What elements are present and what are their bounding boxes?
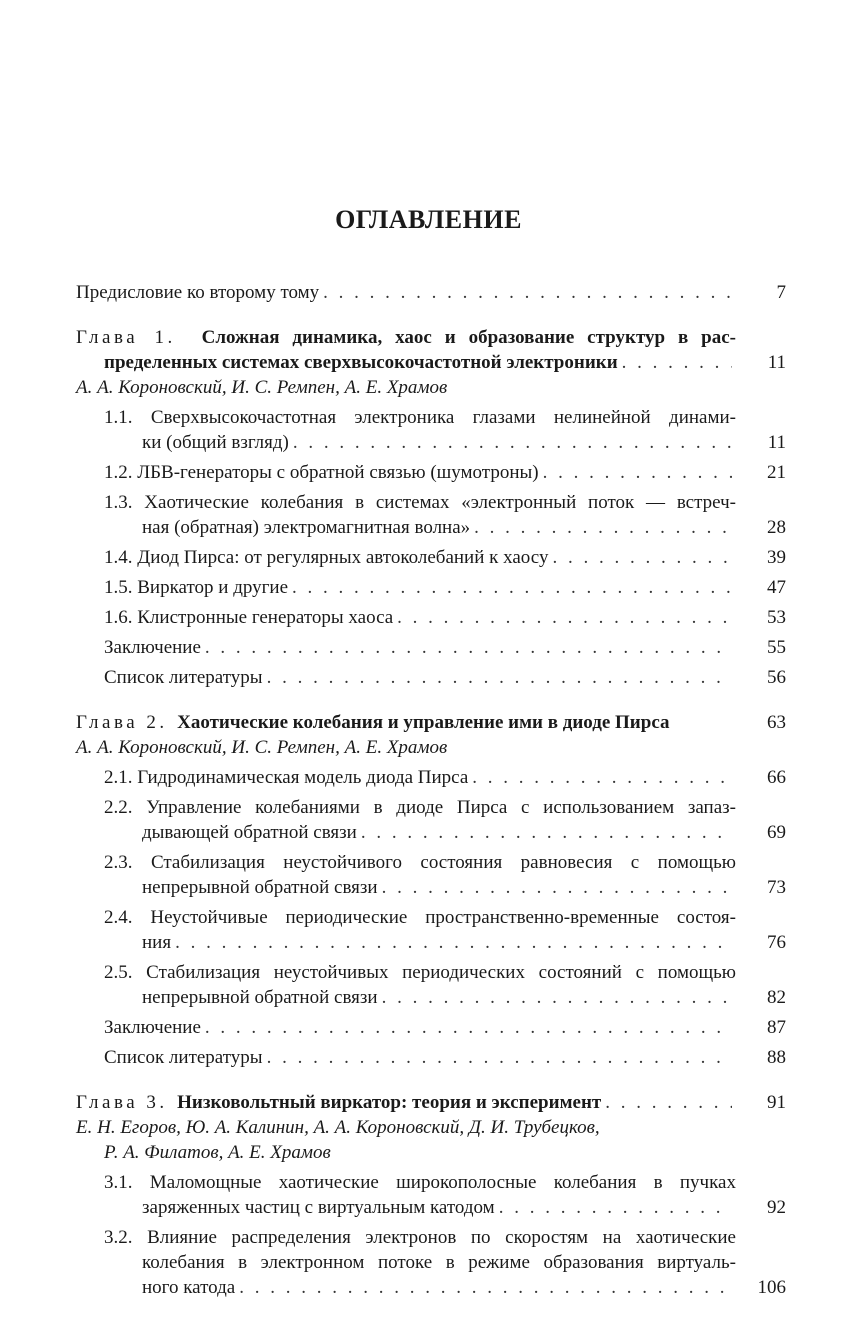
page-number: 91 <box>767 1092 786 1113</box>
chapter-label: Глава 3. <box>76 1092 168 1113</box>
page-number: 53 <box>767 607 786 628</box>
authors-line1: Е. Н. Егоров, Ю. А. Калинин, А. А. Короновский, Д. И. Трубецков, <box>76 1117 600 1138</box>
entry-text: Список литературы <box>104 1047 263 1068</box>
chapter-title-line1: Хаотические колебания и управление ими в диоде Пирса <box>177 712 670 733</box>
dot-leader <box>397 605 732 630</box>
section-line2: ки (общий взгляд) <box>142 432 289 453</box>
toc-section-2-1[interactable] <box>76 765 786 790</box>
page-number: 92 <box>767 1197 786 1218</box>
chapter-authors: А. А. Короновский, И. С. Ремпен, А. Е. Храмов <box>76 377 448 398</box>
section-line1: 1.1. Сверхвысокочастотная электроника глазами нелинейной динами- <box>104 407 736 428</box>
section-line1: 2.1. Гидродинамическая модель диода Пирса <box>104 767 469 788</box>
page-number: 66 <box>767 767 786 788</box>
dot-leader <box>205 1015 732 1040</box>
page-number: 7 <box>776 282 786 303</box>
dot-leader <box>239 1275 732 1300</box>
section-line2: ная (обратная) электромагнитная волна» <box>142 517 471 538</box>
dot-leader <box>267 1045 732 1070</box>
entry-text: Список литературы <box>104 667 263 688</box>
section-line1: 2.3. Стабилизация неустойчивого состояния равновесия с помощью <box>104 852 736 873</box>
toc-chapter-1[interactable] <box>76 325 786 375</box>
toc-section-3-1[interactable] <box>76 1170 786 1220</box>
page-number: 63 <box>767 712 786 733</box>
page-number: 11 <box>767 432 786 453</box>
dot-leader <box>267 665 732 690</box>
toc-section-1-3[interactable] <box>76 490 786 540</box>
page-number: 47 <box>767 577 786 598</box>
page-number: 82 <box>767 987 786 1008</box>
toc-section-2-2[interactable] <box>76 795 786 845</box>
page-number: 21 <box>767 462 786 483</box>
section-line1: 1.2. ЛБВ-генераторы с обратной связью (шумотроны) <box>104 462 539 483</box>
chapter-label: Глава 2. <box>76 712 168 733</box>
toc-section-1-2[interactable] <box>76 460 786 485</box>
toc-references-2[interactable] <box>76 1045 786 1070</box>
section-line3: ного катода <box>142 1277 236 1298</box>
toc-section-2-4[interactable] <box>76 905 786 955</box>
section-line2: дывающей обратной связи <box>142 822 357 843</box>
dot-leader <box>382 985 732 1010</box>
toc-section-1-6[interactable] <box>76 605 786 630</box>
page-number: 39 <box>767 547 786 568</box>
dot-leader <box>175 930 732 955</box>
toc-conclusion-1[interactable] <box>76 635 786 660</box>
dot-leader <box>543 460 732 485</box>
dot-leader <box>382 875 732 900</box>
toc-conclusion-2[interactable] <box>76 1015 786 1040</box>
dot-leader <box>622 350 732 375</box>
toc-section-1-1[interactable] <box>76 405 786 455</box>
dot-leader <box>552 545 732 570</box>
dot-leader <box>205 635 732 660</box>
page-number: 56 <box>767 667 786 688</box>
dot-leader <box>605 1090 732 1115</box>
chapter-authors <box>76 1115 786 1165</box>
chapter-authors: А. А. Короновский, И. С. Ремпен, А. Е. Храмов <box>76 737 448 758</box>
section-line2: непрерывной обратной связи <box>142 877 378 898</box>
chapter-title-line2: пределенных системах сверхвысокочастотной электроники <box>104 352 618 373</box>
entry-text: Заключение <box>104 1017 201 1038</box>
toc-references-1[interactable] <box>76 665 786 690</box>
page-number: 69 <box>767 822 786 843</box>
section-line2: ния <box>142 932 172 953</box>
dot-leader <box>323 280 732 305</box>
section-line1: 1.3. Хаотические колебания в системах «электронный поток — встреч- <box>104 492 736 513</box>
dot-leader <box>474 515 732 540</box>
dot-leader <box>293 430 732 455</box>
section-line1: 1.6. Клистронные генераторы хаоса <box>104 607 394 628</box>
toc-chapter-3[interactable] <box>76 1090 786 1115</box>
section-line1: 1.5. Виркатор и другие <box>104 577 289 598</box>
page-number: 73 <box>767 877 786 898</box>
toc-section-3-2[interactable] <box>76 1225 786 1300</box>
page-number: 76 <box>767 932 786 953</box>
toc-section-1-4[interactable] <box>76 545 786 570</box>
section-line2: колебания в электронном потоке в режиме образования виртуаль- <box>142 1252 736 1273</box>
toc-section-2-5[interactable] <box>76 960 786 1010</box>
table-of-contents <box>76 280 786 1300</box>
section-line1: 3.1. Маломощные хаотические широкополосные колебания в пучках <box>104 1172 736 1193</box>
section-line1: 2.2. Управление колебаниями в диоде Пирса с использованием запаз- <box>104 797 736 818</box>
entry-text: Заключение <box>104 637 201 658</box>
section-line1: 3.2. Влияние распределения электронов по скоростям на хаотические <box>104 1227 736 1248</box>
page-number: 28 <box>767 517 786 538</box>
entry-text: Предисловие ко второму тому <box>76 282 320 303</box>
section-line2: заряженных частиц с виртуальным катодом <box>142 1197 495 1218</box>
section-line2: непрерывной обратной связи <box>142 987 378 1008</box>
page-number: 55 <box>767 637 786 658</box>
chapter-title-line1: Низковольтный виркатор: теория и эксперимент <box>177 1092 602 1113</box>
dot-leader <box>292 575 732 600</box>
page-number: 87 <box>767 1017 786 1038</box>
page-title: ОГЛАВЛЕНИЕ <box>335 205 522 234</box>
toc-chapter-2[interactable] <box>76 710 786 735</box>
toc-entry-preface[interactable] <box>76 280 786 305</box>
toc-section-2-3[interactable] <box>76 850 786 900</box>
page-number: 106 <box>757 1277 786 1298</box>
dot-leader <box>472 765 732 790</box>
toc-section-1-5[interactable] <box>76 575 786 600</box>
section-line1: 2.4. Неустойчивые периодические пространственно-временные состоя- <box>104 907 736 928</box>
page-number: 11 <box>767 352 786 373</box>
section-line1: 1.4. Диод Пирса: от регулярных автоколебаний к хаосу <box>104 547 549 568</box>
dot-leader <box>499 1195 732 1220</box>
section-line1: 2.5. Стабилизация неустойчивых периодических состояний с помощью <box>104 962 736 983</box>
chapter-label: Глава 1. <box>76 327 176 348</box>
authors-line2: Р. А. Филатов, А. Е. Храмов <box>104 1142 331 1163</box>
chapter-title-line1: Сложная динамика, хаос и образование структур в рас- <box>201 327 736 348</box>
dot-leader <box>361 820 732 845</box>
page-number: 88 <box>767 1047 786 1068</box>
